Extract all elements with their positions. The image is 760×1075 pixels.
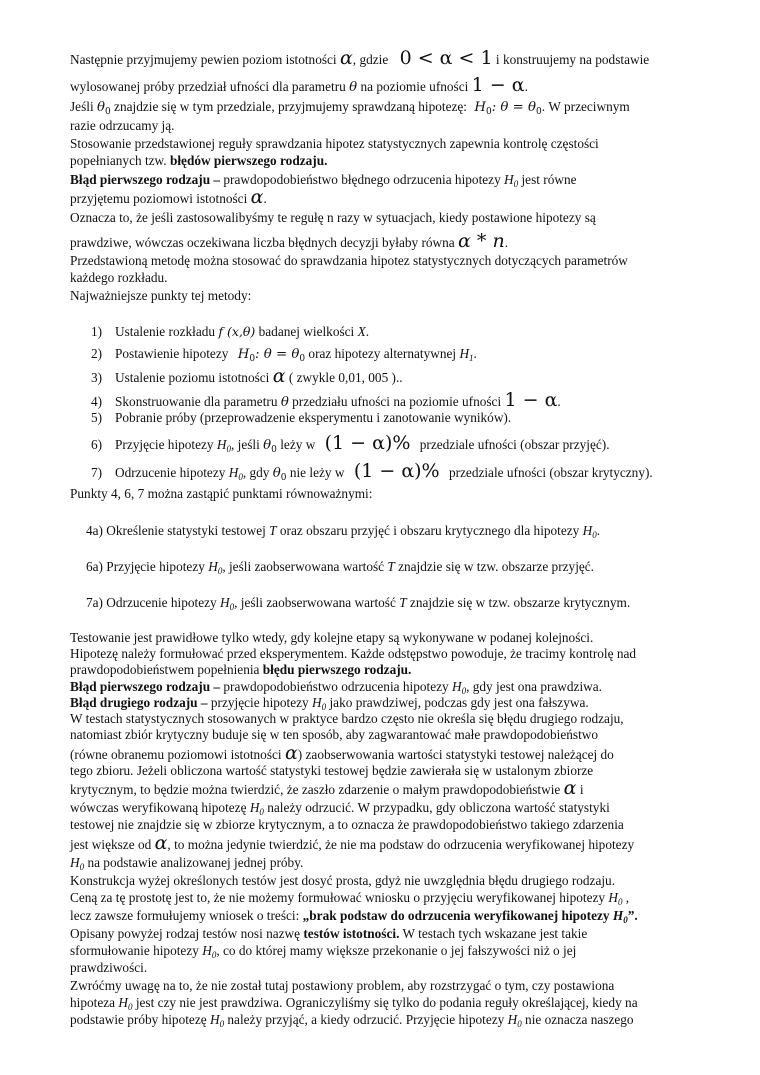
text-line: wówczas weryfikowaną hipotezę $H_0$ należy odrzucić. W przypadku, gdy obliczona wartość statystyki [70,800,610,817]
alpha-symbol: α [284,742,298,764]
text: , gdzie [352,52,389,67]
text-line: razie odrzucamy ją. [70,118,175,133]
list-item: 6) Przyjęcie hipotezy $H_0$, jeśli $\theta_0$ leży w (1 − α)% przedziale ufności (obszar przyjęć). [91,432,610,455]
percent-formula: (1 − α)% [353,460,440,482]
list-item: 2) Postawienie hipotezy $H_0$: $\theta = \theta_0$ oraz hipotezy alternatywnej $H_1$. [91,346,477,364]
text-line: Błąd drugiego rodzaju – przyjęcie hipotezy $H_0$ jako prawdziwej, podczas gdy jest ona fałszywa. [70,695,589,712]
text-line: lecz zawsze formułujemy wniosek o treści: „brak podstaw do odrzucenia weryfikowanej hipotezy $H_0$”. [70,908,638,925]
bold-term: Błąd pierwszego rodzaju – [70,679,221,694]
percent-formula: (1 − α)% [324,432,411,454]
text-line: Najważniejsze punkty tej metody: [70,288,252,303]
inequality-formula: 0 < α < 1 [399,47,493,69]
h0-symbol: $H_0$ [582,523,597,540]
text: przyjętemu poziomowi istotności [70,191,248,206]
text: na poziomie ufności [360,79,469,94]
text-line: Konstrukcja wyżej określonych testów jest dosyć prosta, gdyż nie uwzględnia błędu drugiego rodzaju. [70,873,616,888]
text-line: Punkty 4, 6, 7 można zastąpić punktami równoważnymi: [70,486,373,501]
text: prawdziwe, wówczas oczekiwana liczba błędnych decyzji byłaby równa [70,235,455,250]
hypothesis-formula: $H_0$: $\theta = \theta_0$ [474,100,542,117]
text: wylosowanej próby przedział ufności dla parametru [70,79,346,94]
alpha-symbol: α [563,777,577,799]
text-line: hipoteza $H_0$ jest czy nie jest prawdziwa. Ograniczyliśmy się tylko do podania reguły określającej, kiedy na [70,995,638,1012]
alpha-symbol: α [250,186,264,208]
h0-symbol: $H_0$ [504,172,519,189]
h0-symbol: $H_0$ [249,800,264,817]
bold-term: błędu pierwszego rodzaju. [262,662,412,677]
alpha-symbol: α [272,365,286,387]
h0-symbol: $H_0$ [451,679,467,696]
text-line: Opisany powyżej rodzaj testów nosi nazwę testów istotności. W testach tych wskazane jest takie [70,926,588,941]
theta-symbol: θ [280,395,289,410]
text: prawdopodobieństwo błędnego odrzucenia hipotezy [223,172,501,187]
alt-item: 7a) Odrzucenie hipotezy $H_0$, jeśli zaobserwowana wartość T znajdzie się w tzw. obszarze krytycznym. [86,595,631,612]
alpha-n-formula: α * n [458,230,505,252]
list-item: 1) Ustalenie rozkładu f (x,θ) badanej wielkości X. [91,324,370,339]
h0-symbol: $H_0$ [507,1012,522,1029]
text-line: Przedstawioną metodę można stosować do sprawdzania hipotez statystycznych dotyczących parametrów [70,253,628,268]
text: jest równe [521,172,577,187]
text-line [70,99,630,116]
h0-symbol: $H_0$ [70,855,85,872]
bold-term: Błąd pierwszego rodzaju – [70,172,221,187]
h0-symbol: $H_0$ [118,995,133,1012]
text-line [70,186,267,208]
text-line: sformułowanie hipotezy $H_0$, co do której mamy większe przekonanie o jej fałszywości niż o jej [70,943,577,960]
confidence-formula: 1 − α [471,74,525,96]
text-line: tego zbioru. Jeżeli obliczona wartość statystyki testowej będzie zawierała się w ustalonym zbiorze [70,763,594,778]
confidence-formula: 1 − α [504,389,558,411]
text-line: prawdziwości. [70,960,148,975]
text-line: Hipotezę należy formułować przed eksperymentem. Każde odstępstwo powoduje, że tracimy kontrolę nad [70,646,637,661]
h0-symbol: $H_0$ [608,890,623,907]
text-line [70,153,327,169]
text-line: Oznacza to, że jeśli zastosowalibyśmy te regułę n razy w sytuacjach, kiedy postawione hipotezy są [70,210,596,225]
text-line [70,230,509,252]
text-line: każdego rozkładu. [70,270,168,285]
text: Następnie przyjmujemy pewien poziom istotności [70,52,337,67]
hypothesis-formula: $H_0$: $\theta = \theta_0$ [237,347,306,364]
text: popełnianych tzw. [70,153,167,168]
alt-item: 6a) Przyjęcie hipotezy $H_0$, jeśli zaobserwowana wartość T znajdzie się w tzw. obszarze przyjęć. [86,559,595,576]
text-line [70,172,577,188]
text-line: prawdopodobieństwem popełnienia błędu pierwszego rodzaju. [70,662,412,677]
h0-symbol: $H_0$ [208,559,223,576]
h0-symbol: $H_0$ [312,695,327,712]
text-line: natomiast zbiór krytyczny buduje się w ten sposób, aby zagwarantować małe prawdopodobieństwo [70,727,599,742]
text-line: Błąd pierwszego rodzaju – prawdopodobieństwo odrzucenia hipotezy $H_0$, gdy jest ona prawdziwa. [70,679,602,696]
text-line: podstawie próby hipotezę $H_0$ należy przyjąć, a kiedy odrzucić. Przyjęcie hipotezy $H_0$ nie oznacza naszego [70,1012,634,1029]
text-line: $H_0$ na podstawie analizowanej jednej próby. [70,855,304,872]
bold-term: błędów pierwszego rodzaju. [169,153,328,168]
text: . [504,235,509,250]
text-line: testowej nie znajdzie się w zbiorze krytycznym, a to oznacza że prawdopodobieństwo takiego zdarzenia [70,817,624,832]
h0-symbol: $H_0$ [209,1012,225,1029]
theta-symbol: θ [349,80,358,95]
text-line: Zwróćmy uwagę na to, że nie został tutaj postawiony problem, aby rozstrzygać o tym, czy postawiona [70,978,615,993]
h1-symbol: $H_1$ [459,346,474,363]
text-line: W testach statystycznych stosowanych w praktyce bardzo często nie określa się błędu drugiego rodzaju, [70,711,624,726]
text-line: krytycznym, to będzie można twierdzić, że zaszło zdarzenie o małym prawdopodobieństwie α i [70,777,584,799]
bold-term: testów istotności. [303,926,400,941]
list-item: 5) Pobranie próby (przeprowadzenie eksperymentu i zanotowanie wyników). [91,410,512,425]
h0-symbol: $H_0$ [220,595,235,612]
text: Jeśli [70,99,94,114]
text-line [70,47,650,69]
theta0-symbol: $\theta_0$ [272,466,287,483]
alpha-symbol: α [339,47,353,69]
list-item: 4) Skonstruowanie dla parametru θ przedziału ufności na poziomie ufności 1 − α. [91,389,561,411]
text-line [70,74,528,96]
text-line: Ceną za tę prostotę jest to, że nie możemy formułować wniosku o przyjęciu weryfikowanej hipotezy $H_0$ , [70,890,630,907]
h0-symbol: $H_0$ [216,437,232,454]
bold-conclusion: „brak podstaw do odrzucenia weryfikowanej hipotezy $H_0$”. [302,908,638,925]
text-line: jest większe od α, to można jedynie twierdzić, że nie ma podstaw do odrzucenia weryfikowanej hipotezy [70,832,635,854]
theta0-symbol: $\theta_0$ [263,438,277,455]
alpha-symbol: α [154,832,168,854]
text: znajdzie się w tym przedziale, przyjmujemy sprawdzaną hipotezę: [114,99,468,114]
text: . [263,191,267,206]
bold-term: Błąd drugiego rodzaju – [70,695,208,710]
text-line: Testowanie jest prawidłowe tylko wtedy, gdy kolejne etapy są wykonywane w podanej kolejności. [70,630,594,645]
text: i konstruujemy na podstawie [495,52,650,67]
text-line: (równe obranemu poziomowi istotności α) zaobserwowania wartości statystyki testowej należącej do [70,742,614,764]
alt-item: 4a) Określenie statystyki testowej T oraz obszaru przyjęć i obszaru krytycznego dla hipotezy $H_0$. [86,523,601,540]
h0-symbol: $H_0$ [202,943,217,960]
function-formula: f (x,θ) [218,324,256,339]
text-line: Stosowanie przedstawionej reguły sprawdzania hipotez statystycznych zapewnia kontrolę częstości [70,136,599,151]
list-item: 3) Ustalenie poziomu istotności α ( zwykle 0,01, 005 ).. [91,365,403,387]
h0-symbol: $H_0$ [228,465,243,482]
theta0-symbol: $\theta_0$ [96,100,111,117]
text: . [524,79,528,94]
list-item: 7) Odrzucenie hipotezy $H_0$, gdy $\theta_0$ nie leży w (1 − α)% przedziale ufności (obszar krytyczny). [91,460,653,483]
text: . W przeciwnym [541,99,630,114]
